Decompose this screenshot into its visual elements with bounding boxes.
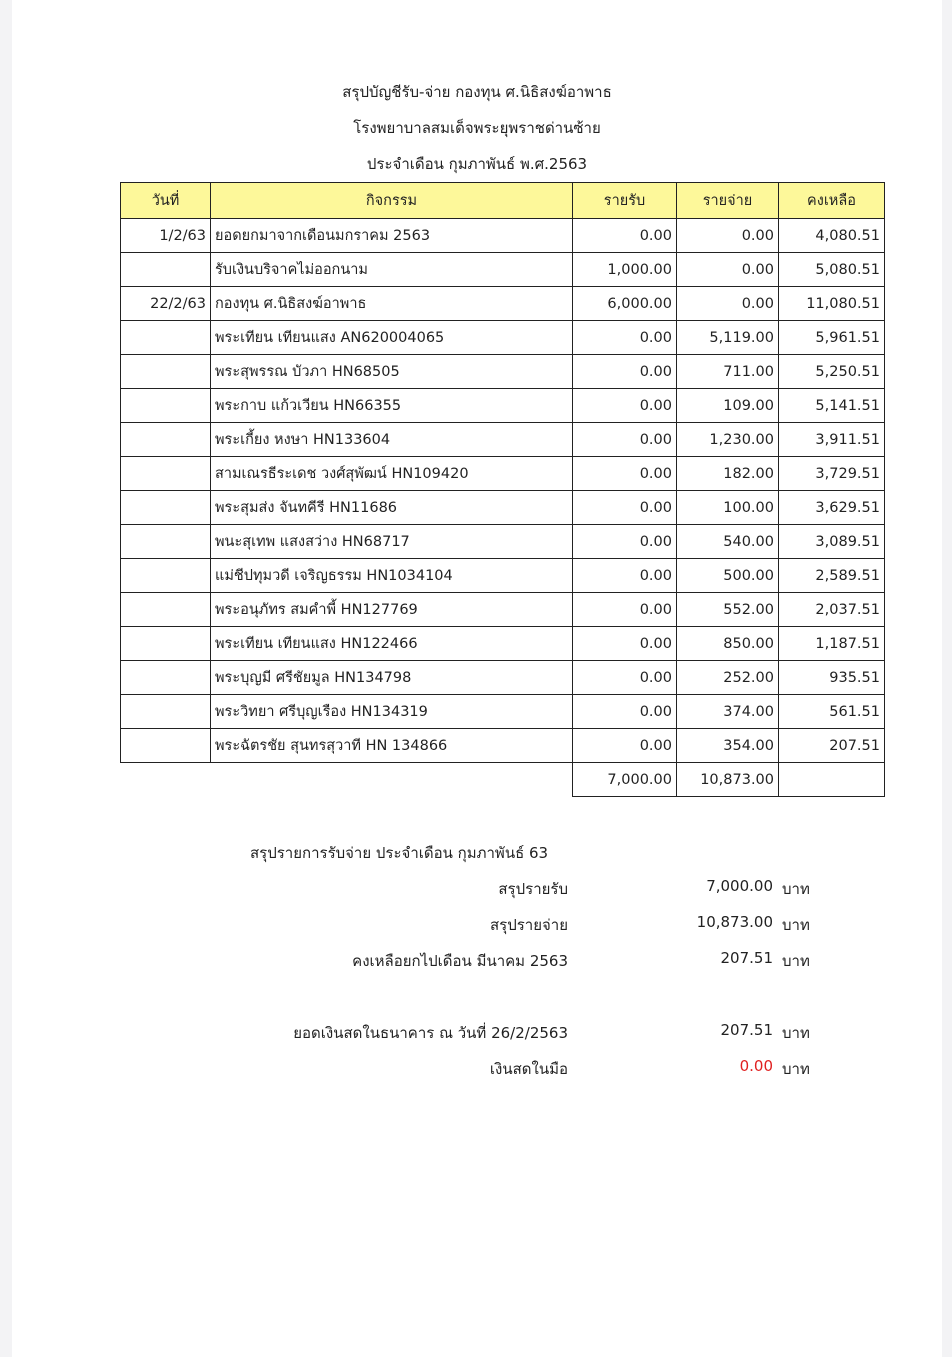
- row-income: 0.00: [573, 559, 677, 593]
- summary-unit: บาท: [782, 1060, 810, 1078]
- total-income: 7,000.00: [573, 763, 677, 797]
- row-balance: 3,911.51: [779, 423, 885, 457]
- row-income: 0.00: [573, 491, 677, 525]
- row-expense: 850.00: [677, 627, 779, 661]
- report-period: ประจำเดือน กุมภาพันธ์ พ.ศ.2563: [366, 155, 588, 173]
- row-balance: 1,187.51: [779, 627, 885, 661]
- table-row: [121, 593, 885, 627]
- summary-value: 0.00: [739, 1057, 773, 1075]
- row-date: [121, 355, 211, 389]
- row-expense: 182.00: [677, 457, 779, 491]
- row-date: [121, 457, 211, 491]
- row-date: [121, 423, 211, 457]
- summary-label: ยอดเงินสดในธนาคาร ณ วันที่ 26/2/2563: [293, 1024, 568, 1042]
- row-activity: พระวิทยา ศรีบุญเรือง HN134319: [211, 695, 573, 729]
- row-income: 0.00: [573, 525, 677, 559]
- table-row: [121, 491, 885, 525]
- row-balance: 2,037.51: [779, 593, 885, 627]
- summary-row-expense: [12, 913, 942, 935]
- ledger-table: [120, 182, 885, 797]
- totals-blank: [211, 763, 573, 797]
- row-activity: รับเงินบริจาคไม่ออกนาม: [211, 253, 573, 287]
- summary-value: 207.51: [720, 949, 773, 967]
- row-expense: 374.00: [677, 695, 779, 729]
- row-income: 0.00: [573, 593, 677, 627]
- row-date: [121, 321, 211, 355]
- row-activity: พระสุพรรณ บัวภา HN68505: [211, 355, 573, 389]
- summary-value: 207.51: [720, 1021, 773, 1039]
- row-income: 0.00: [573, 661, 677, 695]
- row-activity: กองทุน ศ.นิธิสงฆ์อาพาธ: [211, 287, 573, 321]
- table-row: [121, 695, 885, 729]
- summary-value: 7,000.00: [706, 877, 773, 895]
- col-header-activity: กิจกรรม: [211, 183, 573, 219]
- table-row: [121, 525, 885, 559]
- summary-unit: บาท: [782, 916, 810, 934]
- row-date: [121, 389, 211, 423]
- row-date: [121, 491, 211, 525]
- row-date: [121, 253, 211, 287]
- row-expense: 0.00: [677, 219, 779, 253]
- table-row: [121, 729, 885, 763]
- row-expense: 252.00: [677, 661, 779, 695]
- row-expense: 0.00: [677, 287, 779, 321]
- row-expense: 100.00: [677, 491, 779, 525]
- row-balance: 5,141.51: [779, 389, 885, 423]
- summary-row-cash-on-hand: [12, 1057, 942, 1079]
- table-row: [121, 321, 885, 355]
- summary-label: สรุปรายรับ: [498, 880, 568, 898]
- row-activity: พระอนุภัทร สมคำพี้ HN127769: [211, 593, 573, 627]
- summary-value: 10,873.00: [696, 913, 773, 931]
- row-balance: 3,089.51: [779, 525, 885, 559]
- col-header-expense: รายจ่าย: [677, 183, 779, 219]
- row-income: 0.00: [573, 457, 677, 491]
- row-balance: 2,589.51: [779, 559, 885, 593]
- total-expense: 10,873.00: [677, 763, 779, 797]
- table-row: [121, 661, 885, 695]
- summary-label: เงินสดในมือ: [489, 1060, 568, 1078]
- row-balance: 11,080.51: [779, 287, 885, 321]
- row-income: 1,000.00: [573, 253, 677, 287]
- row-expense: 5,119.00: [677, 321, 779, 355]
- row-expense: 552.00: [677, 593, 779, 627]
- row-activity: พระเทียน เทียนแสง AN620004065: [211, 321, 573, 355]
- total-balance: [779, 763, 885, 797]
- summary-unit: บาท: [782, 1024, 810, 1042]
- row-balance: 3,729.51: [779, 457, 885, 491]
- row-activity: พระสุมส่ง จันทคีรี HN11686: [211, 491, 573, 525]
- table-row: [121, 287, 885, 321]
- row-income: 0.00: [573, 219, 677, 253]
- col-header-date: วันที่: [121, 183, 211, 219]
- table-row: [121, 457, 885, 491]
- row-expense: 500.00: [677, 559, 779, 593]
- summary-row-income: [12, 877, 942, 899]
- ledger-body: [121, 219, 885, 763]
- row-activity: พระเทียน เทียนแสง HN122466: [211, 627, 573, 661]
- row-expense: 540.00: [677, 525, 779, 559]
- table-row: [121, 253, 885, 287]
- summary-label: สรุปรายจ่าย: [489, 916, 568, 934]
- row-date: [121, 695, 211, 729]
- row-activity: พระบุญมี ศรีชัยมูล HN134798: [211, 661, 573, 695]
- row-balance: 3,629.51: [779, 491, 885, 525]
- hospital-name: โรงพยาบาลสมเด็จพระยุพราชด่านซ้าย: [353, 119, 601, 137]
- row-expense: 109.00: [677, 389, 779, 423]
- row-expense: 0.00: [677, 253, 779, 287]
- row-income: 0.00: [573, 729, 677, 763]
- col-header-income: รายรับ: [573, 183, 677, 219]
- row-date: [121, 627, 211, 661]
- row-balance: 561.51: [779, 695, 885, 729]
- row-income: 0.00: [573, 423, 677, 457]
- row-balance: 5,250.51: [779, 355, 885, 389]
- row-income: 0.00: [573, 695, 677, 729]
- row-activity: แม่ชีปทุมวดี เจริญธรรม HN1034104: [211, 559, 573, 593]
- row-activity: ยอดยกมาจากเดือนมกราคม 2563: [211, 219, 573, 253]
- row-activity: พระกาบ แก้วเวียน HN66355: [211, 389, 573, 423]
- document-page: [12, 0, 942, 1357]
- row-balance: 5,961.51: [779, 321, 885, 355]
- row-income: 0.00: [573, 355, 677, 389]
- row-activity: สามเณรธีระเดช วงศ์สุพัฒน์ HN109420: [211, 457, 573, 491]
- summary-label: คงเหลือยกไปเดือน มีนาคม 2563: [352, 952, 568, 970]
- summary-row-bank-cash: [12, 1021, 942, 1043]
- row-income: 0.00: [573, 389, 677, 423]
- row-balance: 5,080.51: [779, 253, 885, 287]
- col-header-balance: คงเหลือ: [779, 183, 885, 219]
- row-balance: 4,080.51: [779, 219, 885, 253]
- summary-unit: บาท: [782, 880, 810, 898]
- table-row: [121, 559, 885, 593]
- row-expense: 354.00: [677, 729, 779, 763]
- row-activity: พนะสุเทพ แสงสว่าง HN68717: [211, 525, 573, 559]
- row-date: [121, 559, 211, 593]
- row-expense: 711.00: [677, 355, 779, 389]
- row-income: 0.00: [573, 627, 677, 661]
- table-row: [121, 389, 885, 423]
- totals-row: [121, 763, 885, 797]
- summary-title: สรุปรายการรับจ่าย ประจำเดือน กุมภาพันธ์ 63: [250, 844, 549, 862]
- row-date: [121, 525, 211, 559]
- row-income: 6,000.00: [573, 287, 677, 321]
- row-activity: พระฉัตรชัย สุนทรสุวาที HN 134866: [211, 729, 573, 763]
- row-income: 0.00: [573, 321, 677, 355]
- totals-blank: [121, 763, 211, 797]
- row-date: 1/2/63: [121, 219, 211, 253]
- table-row: [121, 219, 885, 253]
- table-row: [121, 627, 885, 661]
- report-title: สรุปบัญชีรับ-จ่าย กองทุน ศ.นิธิสงฆ์อาพาธ: [342, 83, 612, 101]
- row-date: [121, 661, 211, 695]
- row-balance: 935.51: [779, 661, 885, 695]
- row-balance: 207.51: [779, 729, 885, 763]
- row-date: 22/2/63: [121, 287, 211, 321]
- row-expense: 1,230.00: [677, 423, 779, 457]
- summary-row-carry-forward: [12, 949, 942, 971]
- summary-unit: บาท: [782, 952, 810, 970]
- table-row: [121, 423, 885, 457]
- row-date: [121, 729, 211, 763]
- table-row: [121, 355, 885, 389]
- table-header-row: [121, 183, 885, 219]
- row-activity: พระเกี้ยง หงษา HN133604: [211, 423, 573, 457]
- row-date: [121, 593, 211, 627]
